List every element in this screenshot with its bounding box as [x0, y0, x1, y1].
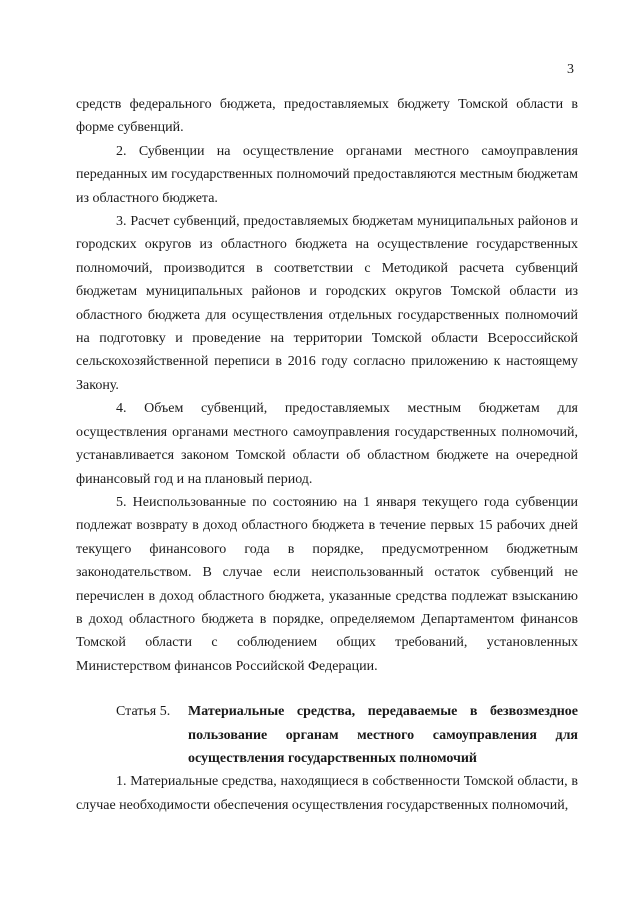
paragraph-continuation: средств федерального бюджета, предоставляемых бюджету Томской области в форме субвенций.	[76, 97, 578, 136]
article-title: Материальные средства, передаваемые в безвозмездное пользование органам местного самоуправления для осуществления государственных полномочий	[188, 704, 578, 766]
article-paragraph-1: 1. Материальные средства, находящиеся в собственности Томской области, в случае необходимости обеспечения осуществления государственных полномочий,	[76, 774, 578, 813]
article-label: Статья 5.	[116, 704, 171, 720]
paragraph-3: 3. Расчет субвенций, предоставляемых бюджетам муниципальных районов и городских округов из областного бюджета на осуществление государственных полномочий, производится в соответствии с Методикой расчета субвенций бюджетам муниципальных районов и городских округов Томской области из областного бюджета для осуществления отдельных государственных полномочий на подготовку и проведение на территории Томской области Всероссийской сельскохозяйственной переписи в 2016 году согласно приложению к настоящему Закону.	[76, 214, 578, 393]
article-heading	[76, 700, 578, 770]
document-body	[76, 93, 578, 817]
paragraph-5: 5. Неиспользованные по состоянию на 1 января текущего года субвенции подлежат возврату в доход областного бюджета в течение первых 15 рабочих дней текущего финансового года в порядке, предусмотренном бюджетным законодательством. В случае если неиспользованный остаток субвенций не перечислен в доход областного бюджета, указанные средства подлежат взысканию в доход областного бюджета в порядке, определяемом Департаментом финансов Томской области с соблюдением общих требований, установленных Министерством финансов Российской Федерации.	[76, 494, 578, 674]
paragraph-4: 4. Объем субвенций, предоставляемых местным бюджетам для осуществления органами местного самоуправления государственных полномочий, устанавливается законом Томской области об областном бюджете на очередной финансовый год и на плановый период.	[76, 401, 578, 487]
page-number: 3	[567, 62, 574, 77]
paragraph-2: 2. Субвенции на осуществление органами местного самоуправления переданных им государственных полномочий предоставляются местным бюджетам из областного бюджета.	[76, 143, 578, 206]
